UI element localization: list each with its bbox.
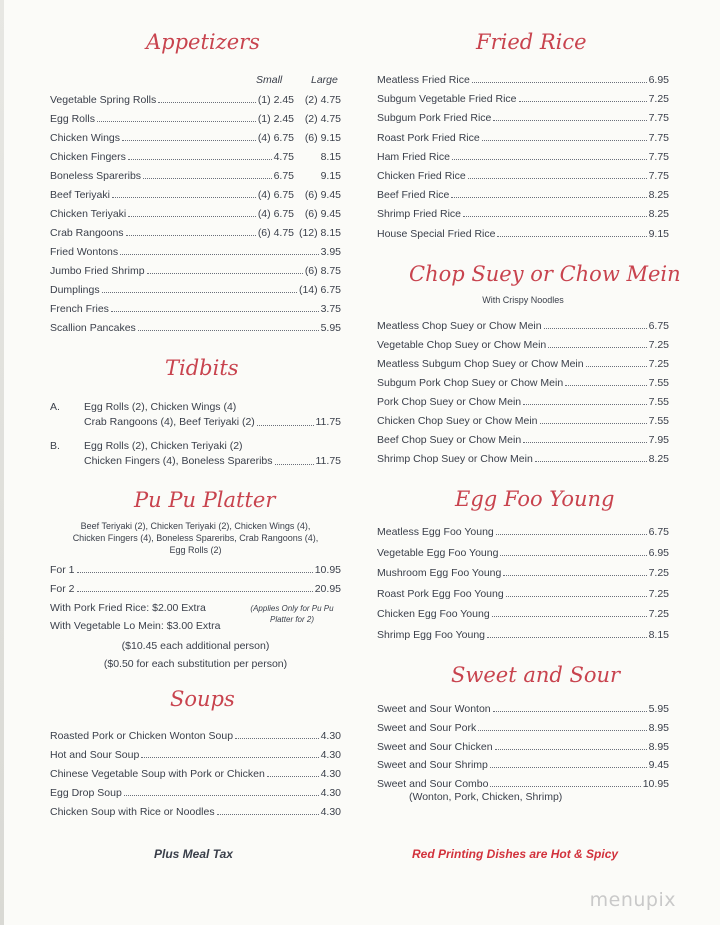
item-name: Roast Pork Fried Rice (377, 131, 480, 144)
item-price: 7.95 (648, 434, 669, 446)
menu-item (50, 166, 294, 182)
soups-title: Soups (170, 687, 235, 711)
dot-leader (490, 786, 640, 787)
item-name: Beef Fried Rice (377, 189, 450, 202)
menu-item (377, 224, 669, 240)
menu-item (50, 109, 294, 125)
item-name: For 1 (50, 564, 75, 576)
menu-item (377, 354, 669, 370)
dot-leader (141, 757, 318, 758)
item-name: Chinese Vegetable Soup with Pork or Chicken (50, 768, 265, 780)
item-name: Beef Chop Suey or Chow Mein (377, 434, 522, 446)
item-name: Meatless Egg Foo Young (377, 526, 494, 538)
tidbit-line2: Chicken Fingers (4), Boneless Spareribs (84, 455, 273, 467)
dot-leader (495, 749, 647, 750)
menu-item (377, 755, 669, 771)
menu-item (50, 223, 294, 239)
item-price: 10.95 (314, 564, 341, 576)
item-name: Shrimp Chop Suey or Chow Mein (377, 453, 533, 465)
dot-leader (535, 461, 647, 462)
item-price-large: (2) 4.75 (304, 113, 341, 125)
menu-item (50, 726, 341, 742)
dot-leader (158, 102, 256, 103)
item-name: Chicken Egg Foo Young (377, 608, 490, 620)
item-name: Ham Fried Rice (377, 150, 450, 163)
item-name: Sweet and Sour Chicken (377, 740, 493, 753)
item-name: Jumbo Fried Shrimp (50, 265, 145, 277)
item-price: 10.95 (642, 778, 669, 791)
menu-item (50, 242, 341, 258)
tidbit-price: 11.75 (315, 416, 341, 428)
item-price-large: (2) 4.75 (304, 94, 341, 106)
dot-leader (97, 121, 256, 122)
item-name: Sweet and Sour Combo (377, 778, 489, 791)
tidbit-line1: Egg Rolls (2), Chicken Wings (4) (84, 401, 237, 413)
dot-leader (126, 235, 256, 236)
item-price: 7.25 (648, 358, 669, 370)
item-price: 7.55 (648, 377, 669, 389)
chop-suey-subtitle: With Crispy Noodles (482, 295, 564, 305)
item-name: Roast Pork Egg Foo Young (377, 587, 504, 600)
item-price-small: (4) 6.75 (257, 132, 294, 144)
menu-item (377, 584, 669, 600)
item-name: Egg Drop Soup (50, 787, 122, 799)
dot-leader (217, 814, 319, 815)
item-price-small: (1) 2.45 (257, 94, 294, 106)
dot-leader (565, 385, 646, 386)
item-price: 7.25 (648, 567, 669, 579)
item-name: Chicken Fried Rice (377, 170, 466, 182)
item-name: Fried Wontons (50, 246, 119, 258)
item-price-small: 3.75 (320, 303, 341, 315)
dot-leader (496, 534, 647, 535)
dot-leader (472, 82, 647, 83)
item-price: 9.45 (648, 759, 669, 772)
menu-item (50, 783, 341, 799)
item-price: 8.95 (648, 721, 669, 734)
item-name: French Fries (50, 303, 109, 315)
dot-leader (143, 178, 272, 179)
item-name: Vegetable Chop Suey or Chow Mein (377, 339, 547, 351)
menu-item (377, 89, 669, 105)
item-price: 20.95 (314, 583, 341, 595)
menu-item (377, 373, 669, 389)
item-price-small: 6.75 (273, 170, 294, 182)
item-price: 4.30 (320, 787, 341, 799)
menu-item (50, 764, 341, 780)
item-price: 7.25 (648, 339, 669, 351)
item-price-large: 8.15 (320, 151, 341, 163)
item-price: 8.15 (648, 628, 669, 641)
dot-leader (493, 120, 646, 121)
pupu-substitution: ($0.50 for each substitution per person) (103, 658, 288, 670)
dot-leader (497, 236, 646, 237)
tidbit-key: A. (50, 401, 60, 413)
appetizers-title: Appetizers (146, 30, 260, 54)
menu-item (377, 335, 669, 351)
item-name: For 2 (50, 583, 75, 595)
item-name: Chicken Soup with Rice or Noodles (50, 806, 215, 818)
item-name: Chicken Fingers (50, 151, 126, 163)
item-price: 5.95 (648, 703, 669, 715)
menu-item (50, 318, 341, 334)
menu-item (50, 128, 294, 144)
item-price: 7.25 (648, 93, 669, 106)
menu-item (377, 718, 669, 734)
item-price: 6.95 (648, 546, 669, 559)
pupu-extra-pork: With Pork Fried Rice: $2.00 Extra (50, 602, 206, 614)
col-small-header: Small (256, 74, 283, 86)
col-large-header: Large (311, 74, 338, 86)
menu-item (50, 185, 294, 201)
menu-item (377, 699, 669, 715)
item-price-small: (1) 2.45 (257, 113, 294, 125)
pupu-desc-line: Egg Rolls (2) (169, 545, 222, 555)
menu-item (377, 108, 669, 124)
dot-leader (487, 637, 647, 638)
item-price: 7.55 (648, 396, 669, 408)
item-price: 8.95 (648, 740, 669, 753)
menu-item (377, 737, 669, 753)
meal-tax-note: Plus Meal Tax (154, 847, 233, 861)
menu-item (377, 128, 669, 144)
item-name: Meatless Chop Suey or Chow Mein (377, 320, 542, 332)
item-price-small: (14) 6.75 (298, 284, 341, 296)
dot-leader (540, 423, 647, 424)
item-name: Subgum Pork Fried Rice (377, 112, 492, 125)
dot-leader (102, 292, 297, 293)
item-price: 7.25 (648, 608, 669, 620)
combo-note: (Wonton, Pork, Chicken, Shrimp) (409, 791, 563, 803)
dot-leader (523, 404, 646, 405)
menu-item (377, 522, 669, 538)
item-price-small: (6) 8.75 (304, 265, 341, 277)
menu-item (50, 745, 341, 761)
pupu-title: Pu Pu Platter (134, 488, 276, 512)
dot-leader (235, 738, 318, 739)
menupix-watermark: menupix (589, 889, 676, 911)
item-name: Sweet and Sour Shrimp (377, 759, 488, 772)
item-name: Vegetable Spring Rolls (50, 94, 157, 106)
item-price: 4.30 (320, 806, 341, 818)
pupu-extra-lomein: With Vegetable Lo Mein: $3.00 Extra (50, 620, 221, 632)
item-price-small: (4) 6.75 (257, 189, 294, 201)
dot-leader (124, 795, 319, 796)
dot-leader (128, 216, 256, 217)
item-price: 8.25 (648, 453, 669, 465)
dot-leader (128, 159, 272, 160)
item-price-small: (4) 6.75 (257, 208, 294, 220)
item-price: 6.95 (648, 74, 669, 86)
item-name: Boneless Spareribs (50, 170, 142, 182)
item-name: Hot and Sour Soup (50, 749, 140, 761)
item-price-small: 3.95 (320, 246, 341, 258)
pupu-desc-line: Beef Teriyaki (2), Chicken Teriyaki (2), Chicken Wings (4), (80, 521, 311, 531)
tidbit-a (50, 400, 341, 432)
dot-leader (463, 216, 647, 217)
menu-item (377, 449, 669, 465)
item-name: Egg Rolls (50, 113, 95, 125)
menu-item (377, 392, 669, 408)
dot-leader (478, 730, 646, 731)
dot-leader (493, 711, 647, 712)
tidbits-title: Tidbits (165, 356, 239, 380)
item-name: Meatless Subgum Chop Suey or Chow Mein (377, 358, 584, 370)
item-price: 7.75 (648, 170, 669, 182)
dot-leader (451, 197, 646, 198)
dot-leader (452, 159, 647, 160)
item-price-small: 4.75 (273, 151, 294, 163)
item-name: Mushroom Egg Foo Young (377, 567, 502, 579)
item-price: 7.55 (648, 415, 669, 427)
menu-item (50, 147, 294, 163)
item-price-large: (6) 9.45 (304, 208, 341, 220)
dot-leader (506, 596, 647, 597)
menu-item (50, 204, 294, 220)
tidbit-line2: Crab Rangoons (4), Beef Teriyaki (2) (84, 416, 255, 428)
menu-item (50, 280, 341, 296)
menu-item (377, 543, 669, 559)
menu-item (377, 316, 669, 332)
pupu-for2 (50, 579, 341, 595)
dot-leader (111, 311, 319, 312)
item-price: 6.75 (648, 320, 669, 332)
page-edge-shadow (0, 0, 4, 925)
item-name: Chicken Teriyaki (50, 208, 127, 220)
item-price: 4.30 (320, 730, 341, 742)
item-price: 7.75 (648, 150, 669, 163)
tidbit-price: 11.75 (315, 455, 341, 467)
item-name: Subgum Vegetable Fried Rice (377, 93, 517, 106)
item-price-large: (6) 9.45 (304, 189, 341, 201)
item-name: Shrimp Egg Foo Young (377, 628, 485, 641)
menu-item (377, 604, 669, 620)
item-price: 8.25 (648, 208, 669, 221)
item-name: Vegetable Egg Foo Young (377, 546, 499, 559)
item-name: Beef Teriyaki (50, 189, 110, 201)
dot-leader (519, 101, 647, 102)
item-price: 4.30 (320, 749, 341, 761)
fried-rice-title: Fried Rice (476, 30, 587, 54)
menu-item (50, 299, 341, 315)
menu-item (50, 261, 341, 277)
tidbit-key: B. (50, 440, 60, 452)
item-price: 6.75 (648, 526, 669, 538)
pupu-note-line: (Applies Only for Pu Pu (250, 604, 334, 613)
menu-item (377, 166, 669, 182)
item-name: Meatless Fried Rice (377, 74, 470, 86)
pupu-note-line: Platter for 2) (269, 615, 314, 624)
item-name: Scallion Pancakes (50, 322, 136, 334)
item-name: Subgum Pork Chop Suey or Chow Mein (377, 377, 564, 389)
menu-item (377, 430, 669, 446)
dot-leader (500, 555, 646, 556)
hot-spicy-note: Red Printing Dishes are Hot & Spicy (412, 847, 619, 861)
pupu-desc-line: Chicken Fingers (4), Boneless Spareribs, Crab Rangoons (4), (72, 533, 319, 543)
item-price-small: (6) 4.75 (257, 227, 294, 239)
item-price-large: 9.15 (320, 170, 341, 182)
dot-leader (482, 140, 647, 141)
item-name: Shrimp Fried Rice (377, 208, 462, 221)
item-name: Pork Chop Suey or Chow Mein (377, 396, 522, 408)
pupu-note (242, 603, 342, 625)
dot-leader (586, 366, 647, 367)
chop-suey-title: Chop Suey or Chow Mein (409, 262, 681, 286)
dot-leader (503, 575, 646, 576)
item-name: Sweet and Sour Wonton (377, 703, 491, 715)
item-name: House Special Fried Rice (377, 227, 496, 240)
item-price: 7.75 (648, 112, 669, 125)
dot-leader (122, 140, 256, 141)
pupu-for1 (50, 560, 341, 576)
menu-item (377, 185, 669, 201)
item-name: Chicken Wings (50, 132, 121, 144)
dot-leader (544, 328, 647, 329)
item-name: Roasted Pork or Chicken Wonton Soup (50, 730, 234, 742)
dot-leader (120, 254, 318, 255)
dot-leader (267, 776, 319, 777)
menu-item (50, 802, 341, 818)
dot-leader (112, 197, 256, 198)
tidbit-line1: Egg Rolls (2), Chicken Teriyaki (2) (84, 440, 243, 452)
item-name: Dumplings (50, 284, 100, 296)
dot-leader (468, 178, 647, 179)
item-name: Crab Rangoons (50, 227, 124, 239)
egg-foo-young-title: Egg Foo Young (455, 487, 615, 511)
menu-item (377, 774, 669, 790)
item-name: Chicken Chop Suey or Chow Mein (377, 415, 538, 427)
item-price: 9.15 (648, 227, 669, 240)
menu-item (377, 204, 669, 220)
pupu-description (50, 520, 341, 556)
menu-item (377, 147, 669, 163)
item-price: 8.25 (648, 189, 669, 202)
item-name: Sweet and Sour Pork (377, 721, 477, 734)
dot-leader (490, 767, 647, 768)
dot-leader (523, 442, 646, 443)
pupu-additional-person: ($10.45 each additional person) (121, 640, 270, 652)
tidbit-b (50, 439, 341, 471)
dot-leader (138, 330, 319, 331)
menu-item (377, 563, 669, 579)
dot-leader (548, 347, 646, 348)
sweet-sour-title: Sweet and Sour (451, 663, 621, 687)
item-price: 7.75 (648, 131, 669, 144)
menu-item (377, 625, 669, 641)
item-price: 4.30 (320, 768, 341, 780)
item-price-small: 5.95 (320, 322, 341, 334)
item-price-large: (12) 8.15 (298, 227, 341, 239)
dot-leader (492, 616, 647, 617)
menu-item (377, 411, 669, 427)
item-price: 7.25 (648, 587, 669, 600)
menu-item (50, 90, 294, 106)
item-price-large: (6) 9.15 (304, 132, 341, 144)
dot-leader (147, 273, 303, 274)
menu-item (377, 70, 669, 86)
